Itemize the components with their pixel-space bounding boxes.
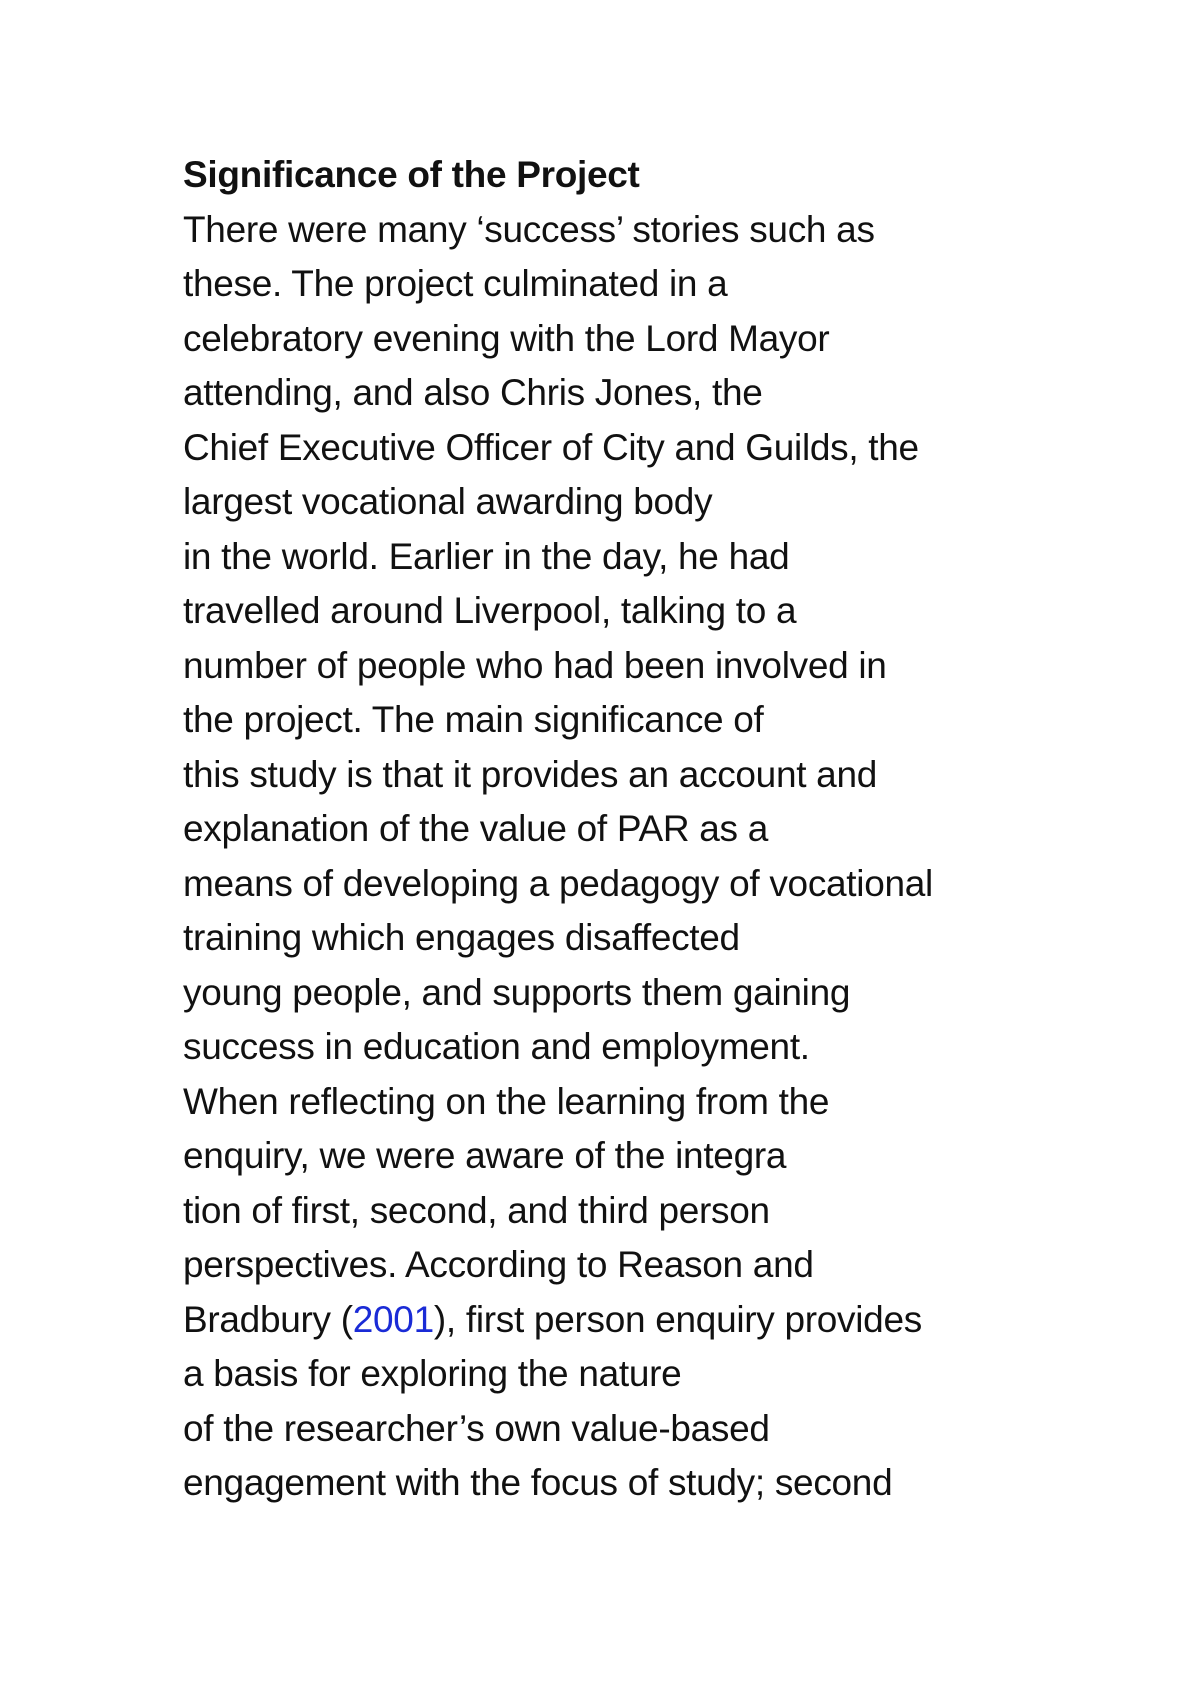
text-line: tion of first, second, and third person <box>183 1189 770 1231</box>
citation-suffix: ), first person enquiry provides <box>433 1298 922 1340</box>
section-heading: Significance of the Project <box>183 154 640 195</box>
text-line: a basis for exploring the nature <box>183 1353 682 1394</box>
citation-prefix: Bradbury ( <box>183 1298 353 1340</box>
text-line: engagement with the focus of study; second <box>183 1462 893 1503</box>
text-line: these. The project culminated in a <box>183 263 728 304</box>
citation-line <box>183 1293 1183 1348</box>
text-line: young people, and supports them gaining <box>183 971 851 1013</box>
text-line: enquiry, we were aware of the integra <box>183 1135 787 1176</box>
text-line: success in education and employment. <box>183 1026 810 1067</box>
text-line: largest vocational awarding body <box>183 481 713 522</box>
text-line: travelled around Liverpool, talking to a <box>183 590 797 631</box>
text-line: explanation of the value of PAR as a <box>183 808 769 849</box>
text-line: When reflecting on the learning from the <box>183 1080 830 1122</box>
text-line: means of developing a pedagogy of vocational <box>183 862 933 904</box>
text-line: training which engages disaffected <box>183 917 740 958</box>
body-text <box>183 148 1183 1511</box>
text-line: in the world. Earlier in the day, he had <box>183 535 790 577</box>
text-line: of the researcher’s own value-based <box>183 1407 770 1449</box>
text-line: this study is that it provides an account and <box>183 753 878 795</box>
text-line: celebratory evening with the Lord Mayor <box>183 317 830 359</box>
text-line: perspectives. According to Reason and <box>183 1244 814 1285</box>
text-line: attending, and also Chris Jones, the <box>183 372 763 413</box>
text-line: Chief Executive Officer of City and Guilds, the <box>183 426 919 468</box>
text-line: number of people who had been involved in <box>183 644 887 686</box>
citation-link-2001[interactable]: 2001 <box>352 1298 434 1340</box>
text-line: There were many ‘success’ stories such as <box>183 208 875 250</box>
text-line: the project. The main significance of <box>183 699 764 740</box>
